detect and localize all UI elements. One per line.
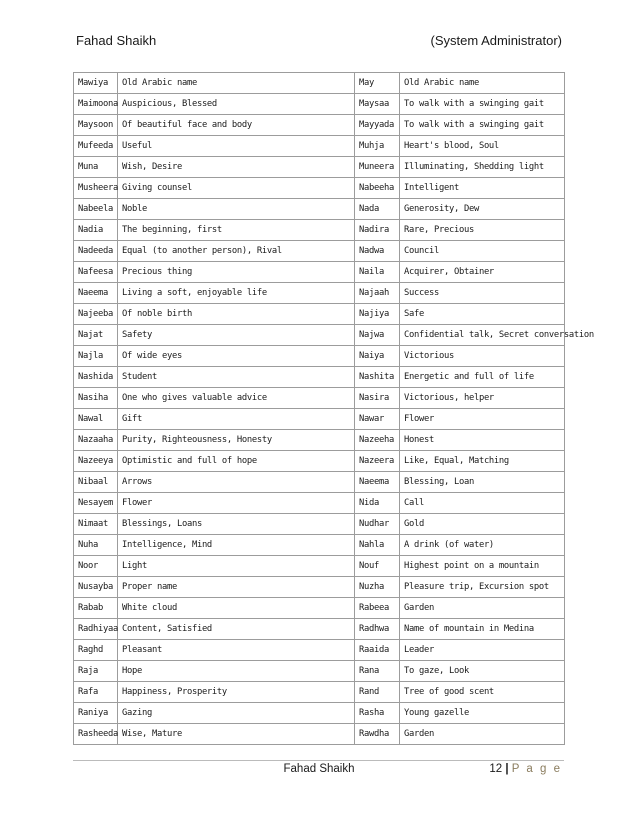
- meaning-cell: Energetic and full of life: [400, 367, 565, 388]
- meaning-cell: Auspicious, Blessed: [118, 94, 355, 115]
- name-cell: Nawal: [74, 409, 118, 430]
- meaning-cell: Flower: [400, 409, 565, 430]
- meaning-cell: Content, Satisfied: [118, 619, 355, 640]
- table-row: [74, 472, 565, 493]
- name-cell: Naeema: [74, 283, 118, 304]
- meaning-cell: Safe: [400, 304, 565, 325]
- meaning-cell: Happiness, Prosperity: [118, 682, 355, 703]
- name-cell: Najaah: [355, 283, 400, 304]
- meaning-cell: The beginning, first: [118, 220, 355, 241]
- table-row: [74, 493, 565, 514]
- table-row: [74, 262, 565, 283]
- table-row: [74, 367, 565, 388]
- meaning-cell: Council: [400, 241, 565, 262]
- name-cell: Nazeeha: [355, 430, 400, 451]
- page-separator: |: [505, 763, 509, 775]
- footer-divider: [73, 760, 564, 761]
- meaning-cell: Call: [400, 493, 565, 514]
- meaning-cell: Arrows: [118, 472, 355, 493]
- meaning-cell: Of wide eyes: [118, 346, 355, 367]
- table-row: [74, 136, 565, 157]
- name-cell: Muneera: [355, 157, 400, 178]
- meaning-cell: Safety: [118, 325, 355, 346]
- meaning-cell: Equal (to another person), Rival: [118, 241, 355, 262]
- name-cell: Nashita: [355, 367, 400, 388]
- name-cell: Nabeeha: [355, 178, 400, 199]
- name-cell: Nimaat: [74, 514, 118, 535]
- name-cell: Nadira: [355, 220, 400, 241]
- header-author: Fahad Shaikh: [76, 33, 157, 48]
- meaning-cell: Blessing, Loan: [400, 472, 565, 493]
- name-cell: Naila: [355, 262, 400, 283]
- meaning-cell: Gift: [118, 409, 355, 430]
- name-cell: Najla: [74, 346, 118, 367]
- table-row: [74, 409, 565, 430]
- name-cell: Nahla: [355, 535, 400, 556]
- name-cell: May: [355, 73, 400, 94]
- table-row: [74, 619, 565, 640]
- table-row: [74, 283, 565, 304]
- name-cell: Nazaaha: [74, 430, 118, 451]
- meaning-cell: Acquirer, Obtainer: [400, 262, 565, 283]
- name-cell: Rand: [355, 682, 400, 703]
- meaning-cell: Garden: [400, 598, 565, 619]
- meaning-cell: Optimistic and full of hope: [118, 451, 355, 472]
- name-cell: Muhja: [355, 136, 400, 157]
- meaning-cell: Purity, Righteousness, Honesty: [118, 430, 355, 451]
- name-cell: Naiya: [355, 346, 400, 367]
- name-cell: Raja: [74, 661, 118, 682]
- name-cell: Maysaa: [355, 94, 400, 115]
- name-cell: Maysoon: [74, 115, 118, 136]
- meaning-cell: Blessings, Loans: [118, 514, 355, 535]
- meaning-cell: Victorious, helper: [400, 388, 565, 409]
- footer-page-info: [489, 763, 562, 775]
- name-cell: Muna: [74, 157, 118, 178]
- name-cell: Nibaal: [74, 472, 118, 493]
- name-cell: Nazeera: [355, 451, 400, 472]
- table-row: [74, 304, 565, 325]
- name-cell: Najat: [74, 325, 118, 346]
- names-table: [73, 72, 594, 745]
- meaning-cell: Honest: [400, 430, 565, 451]
- table-row: [74, 346, 565, 367]
- table-row: [74, 535, 565, 556]
- name-cell: Nesayem: [74, 493, 118, 514]
- name-cell: Nasiha: [74, 388, 118, 409]
- meaning-cell: Highest point on a mountain: [400, 556, 565, 577]
- meaning-cell: To walk with a swinging gait: [400, 94, 565, 115]
- meaning-cell: Old Arabic name: [118, 73, 355, 94]
- table-row: [74, 430, 565, 451]
- meaning-cell: Living a soft, enjoyable life: [118, 283, 355, 304]
- page-number: 12: [489, 763, 503, 775]
- name-cell: Nasira: [355, 388, 400, 409]
- meaning-cell: Intelligence, Mind: [118, 535, 355, 556]
- table-row: [74, 220, 565, 241]
- name-cell: Mufeeda: [74, 136, 118, 157]
- name-cell: Nadwa: [355, 241, 400, 262]
- table-row: [74, 682, 565, 703]
- table-row: [74, 388, 565, 409]
- name-cell: Rana: [355, 661, 400, 682]
- meaning-cell: Student: [118, 367, 355, 388]
- name-cell: Rabab: [74, 598, 118, 619]
- meaning-cell: Wish, Desire: [118, 157, 355, 178]
- meaning-cell: Name of mountain in Medina: [400, 619, 565, 640]
- name-cell: Nashida: [74, 367, 118, 388]
- meaning-cell: Heart's blood, Soul: [400, 136, 565, 157]
- header-role: (System Administrator): [430, 33, 562, 48]
- table-row: [74, 178, 565, 199]
- name-cell: Nada: [355, 199, 400, 220]
- name-cell: Nuzha: [355, 577, 400, 598]
- meaning-cell: Intelligent: [400, 178, 565, 199]
- page-label: P a g e: [511, 763, 562, 775]
- name-cell: Nafeesa: [74, 262, 118, 283]
- name-cell: Najiya: [355, 304, 400, 325]
- table-row: [74, 661, 565, 682]
- name-cell: Nida: [355, 493, 400, 514]
- table-row: [74, 73, 565, 94]
- meaning-cell: Of beautiful face and body: [118, 115, 355, 136]
- names-table-body: [74, 73, 594, 745]
- table-row: [74, 94, 565, 115]
- name-cell: Nawar: [355, 409, 400, 430]
- meaning-cell: To walk with a swinging gait: [400, 115, 565, 136]
- name-cell: Rabeea: [355, 598, 400, 619]
- name-cell: Rafa: [74, 682, 118, 703]
- name-cell: Mawiya: [74, 73, 118, 94]
- name-cell: Nouf: [355, 556, 400, 577]
- table-row: [74, 451, 565, 472]
- table-row: [74, 514, 565, 535]
- table-row: [74, 703, 565, 724]
- name-cell: Nabeela: [74, 199, 118, 220]
- name-cell: Nadeeda: [74, 241, 118, 262]
- table-row: [74, 556, 565, 577]
- meaning-cell: Generosity, Dew: [400, 199, 565, 220]
- table-row: [74, 115, 565, 136]
- meaning-cell: Wise, Mature: [118, 724, 355, 745]
- meaning-cell: Gold: [400, 514, 565, 535]
- meaning-cell: Proper name: [118, 577, 355, 598]
- table-row: [74, 241, 565, 262]
- name-cell: Noor: [74, 556, 118, 577]
- name-cell: Raaida: [355, 640, 400, 661]
- meaning-cell: To gaze, Look: [400, 661, 565, 682]
- name-cell: Mayyada: [355, 115, 400, 136]
- name-cell: Rasha: [355, 703, 400, 724]
- meaning-cell: Useful: [118, 136, 355, 157]
- meaning-cell: One who gives valuable advice: [118, 388, 355, 409]
- name-cell: Raniya: [74, 703, 118, 724]
- name-cell: Maimoona: [74, 94, 118, 115]
- meaning-cell: Success: [400, 283, 565, 304]
- name-cell: Nadia: [74, 220, 118, 241]
- table-row: [74, 640, 565, 661]
- name-cell: Rawdha: [355, 724, 400, 745]
- table-row: [74, 199, 565, 220]
- name-cell: Nazeeya: [74, 451, 118, 472]
- table-row: [74, 325, 565, 346]
- name-cell: Radhiyaa: [74, 619, 118, 640]
- name-cell: Rasheeda: [74, 724, 118, 745]
- meaning-cell: Illuminating, Shedding light: [400, 157, 565, 178]
- meaning-cell: Like, Equal, Matching: [400, 451, 565, 472]
- name-cell: Raghd: [74, 640, 118, 661]
- meaning-cell: A drink (of water): [400, 535, 565, 556]
- table-row: [74, 577, 565, 598]
- table-row: [74, 598, 565, 619]
- name-cell: Naeema: [355, 472, 400, 493]
- meaning-cell: Leader: [400, 640, 565, 661]
- name-cell: Najwa: [355, 325, 400, 346]
- meaning-cell: Confidential talk, Secret conversation: [400, 325, 565, 346]
- meaning-cell: Pleasure trip, Excursion spot: [400, 577, 565, 598]
- name-cell: Najeeba: [74, 304, 118, 325]
- meaning-cell: Rare, Precious: [400, 220, 565, 241]
- meaning-cell: Precious thing: [118, 262, 355, 283]
- name-cell: Musheera: [74, 178, 118, 199]
- meaning-cell: Giving counsel: [118, 178, 355, 199]
- meaning-cell: Pleasant: [118, 640, 355, 661]
- meaning-cell: Victorious: [400, 346, 565, 367]
- meaning-cell: Garden: [400, 724, 565, 745]
- meaning-cell: Flower: [118, 493, 355, 514]
- name-cell: Nudhar: [355, 514, 400, 535]
- name-cell: Radhwa: [355, 619, 400, 640]
- table-row: [74, 724, 565, 745]
- meaning-cell: Tree of good scent: [400, 682, 565, 703]
- table-row: [74, 157, 565, 178]
- meaning-cell: Noble: [118, 199, 355, 220]
- name-cell: Nusayba: [74, 577, 118, 598]
- meaning-cell: Young gazelle: [400, 703, 565, 724]
- meaning-cell: Light: [118, 556, 355, 577]
- meaning-cell: Hope: [118, 661, 355, 682]
- meaning-cell: Old Arabic name: [400, 73, 565, 94]
- meaning-cell: Of noble birth: [118, 304, 355, 325]
- meaning-cell: Gazing: [118, 703, 355, 724]
- footer-author: Fahad Shaikh: [283, 763, 355, 775]
- name-cell: Nuha: [74, 535, 118, 556]
- meaning-cell: White cloud: [118, 598, 355, 619]
